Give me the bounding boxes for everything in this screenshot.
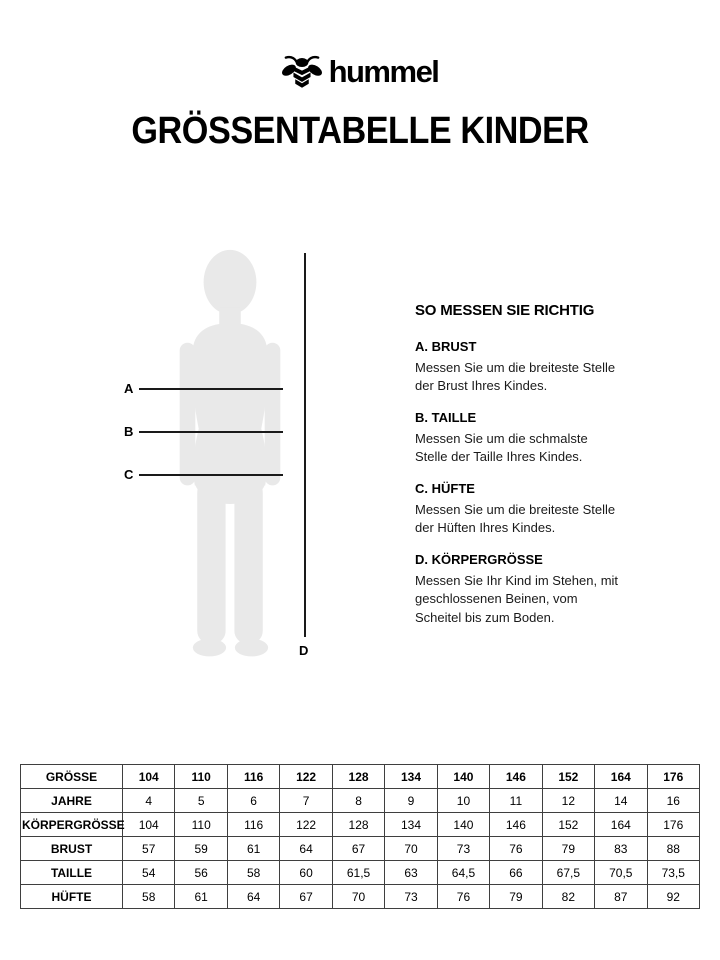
row-label: JAHRE [21,789,123,813]
table-cell: 87 [595,885,647,909]
table-cell: 11 [490,789,542,813]
instruction-title: A. BRUST [415,339,477,354]
table-cell: 140 [437,765,489,789]
table-cell: 176 [647,765,699,789]
table-cell: 134 [385,765,437,789]
measure-label-c: C [124,467,134,482]
table-cell: 79 [542,837,594,861]
table-cell: 16 [647,789,699,813]
table-cell: 70 [332,885,384,909]
table-cell: 122 [280,765,332,789]
instructions-panel [415,302,620,641]
table-cell: 57 [123,837,175,861]
table-cell: 146 [490,813,542,837]
table-cell: 110 [175,765,227,789]
table-cell: 61 [227,837,279,861]
table-cell: 12 [542,789,594,813]
table-cell: 83 [595,837,647,861]
table-cell: 64 [280,837,332,861]
table-cell: 134 [385,813,437,837]
table-cell: 58 [123,885,175,909]
instruction-text: Messen Sie um die breiteste Stelle der Brust Ihres Kindes. [415,360,616,394]
measure-label-d: D [299,643,309,658]
table-cell: 82 [542,885,594,909]
table-cell: 122 [280,813,332,837]
instruction-text: Messen Sie Ihr Kind im Stehen, mit geschlossenen Beinen, vom Scheitel bis zum Boden. [415,572,619,625]
table-row [21,861,700,885]
instruction-title: C. HÜFTE [415,480,475,496]
measure-label-b: B [124,424,134,439]
table-cell: 92 [647,885,699,909]
table-cell: 58 [227,861,279,885]
table-cell: 176 [647,813,699,837]
row-label: TAILLE [21,861,123,885]
measure-label-a: A [124,381,134,396]
table-cell: 61,5 [332,861,384,885]
measure-line-a [139,388,283,390]
size-table [20,764,700,909]
table-cell: 76 [437,885,489,909]
instructions-heading: SO MESSEN SIE RICHTIG [415,302,595,319]
table-cell: 54 [123,861,175,885]
instruction-item-taille [415,410,620,467]
table-cell: 73 [437,837,489,861]
brand-logo [0,54,720,90]
size-table-body [21,765,700,909]
row-label: BRUST [21,837,123,861]
table-cell: 104 [123,765,175,789]
table-cell: 152 [542,813,594,837]
instruction-text: Messen Sie um die schmalste Stelle der Taille Ihres Kindes. [415,430,588,465]
measure-line-c [139,474,283,476]
table-row [21,885,700,909]
table-cell: 164 [595,813,647,837]
table-cell: 63 [385,861,437,885]
instruction-item-huefte [415,481,620,538]
table-cell: 70 [385,837,437,861]
table-cell: 128 [332,765,384,789]
table-cell: 104 [123,813,175,837]
table-cell: 4 [123,789,175,813]
table-cell: 14 [595,789,647,813]
table-cell: 116 [227,765,279,789]
table-cell: 61 [175,885,227,909]
table-cell: 7 [280,789,332,813]
bee-icon [282,54,322,90]
table-cell: 70,5 [595,861,647,885]
table-cell: 88 [647,837,699,861]
table-row [21,813,700,837]
table-cell: 67 [280,885,332,909]
measure-line-b [139,431,283,433]
row-label: KÖRPERGRÖSSE [21,813,123,837]
table-cell: 6 [227,789,279,813]
table-cell: 8 [332,789,384,813]
instruction-item-brust [415,339,620,396]
table-cell: 79 [490,885,542,909]
table-cell: 76 [490,837,542,861]
table-cell: 116 [227,813,279,837]
table-cell: 164 [595,765,647,789]
table-cell: 152 [542,765,594,789]
table-row [21,837,700,861]
brand-wordmark: hummel [328,54,439,89]
table-cell: 64 [227,885,279,909]
table-row [21,789,700,813]
table-cell: 140 [437,813,489,837]
instruction-item-koerpergroesse [415,552,620,627]
measure-line-d [304,253,306,637]
table-cell: 66 [490,861,542,885]
table-cell: 67,5 [542,861,594,885]
table-cell: 5 [175,789,227,813]
table-cell: 110 [175,813,227,837]
page-title: GRÖSSENTABELLE KINDER [131,110,589,152]
instruction-title: D. KÖRPERGRÖSSE [415,551,543,567]
table-cell: 73,5 [647,861,699,885]
table-cell: 59 [175,837,227,861]
table-cell: 56 [175,861,227,885]
table-cell: 60 [280,861,332,885]
table-cell: 73 [385,885,437,909]
table-cell: 10 [437,789,489,813]
instruction-text: Messen Sie um die breiteste Stelle der Hüften Ihres Kindes. [415,501,616,536]
table-cell: 9 [385,789,437,813]
table-row [21,765,700,789]
table-cell: 128 [332,813,384,837]
child-silhouette [176,245,284,680]
row-label: HÜFTE [21,885,123,909]
instruction-title: B. TAILLE [415,409,477,425]
row-label: GRÖSSE [21,765,123,789]
table-cell: 67 [332,837,384,861]
table-cell: 146 [490,765,542,789]
table-cell: 64,5 [437,861,489,885]
